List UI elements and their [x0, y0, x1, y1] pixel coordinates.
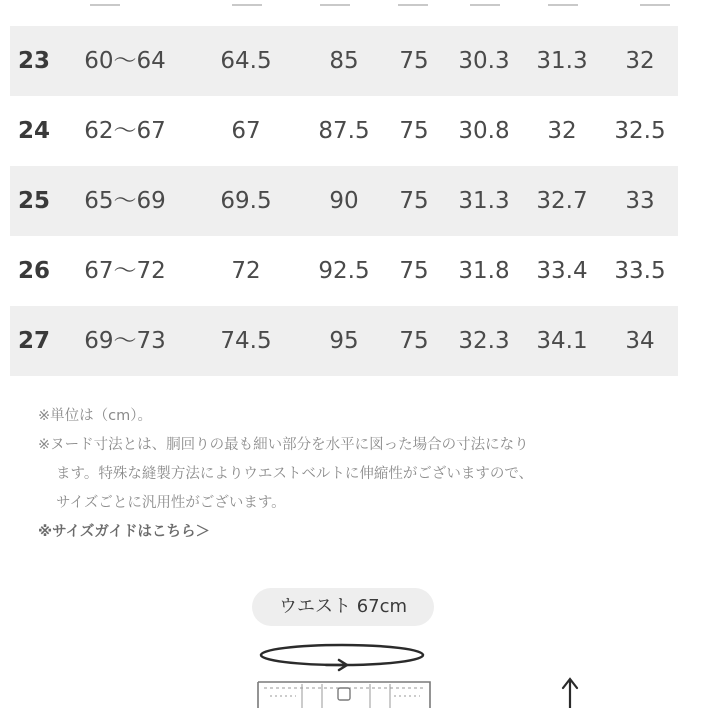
measurement-cell: 90: [329, 188, 359, 214]
cropped-header-row: [0, 0, 708, 28]
measurement-cell: 67〜72: [84, 258, 166, 284]
size-cell: 23: [18, 48, 51, 74]
table-row: [10, 26, 678, 96]
measurement-cell: 32: [625, 48, 655, 74]
measurement-cell: 32.3: [458, 328, 510, 354]
measurement-cell: 74.5: [220, 328, 272, 354]
note-nude-size-2: ます。特殊な縫製方法によりウエストベルトに伸縮性がございますので、: [56, 466, 534, 482]
measurement-cell: 65〜69: [84, 188, 166, 214]
measurement-cell: 31.8: [458, 258, 510, 284]
measurement-cell: 34.1: [536, 328, 588, 354]
note-unit: ※単位は（cm）。: [38, 408, 152, 424]
jeans-button-icon: [338, 688, 350, 700]
measurement-cell: 87.5: [318, 118, 370, 144]
measurement-cell: 67: [231, 118, 261, 144]
table-row: [10, 306, 678, 376]
note-nude-size-1: ※ヌード寸法とは、胴回りの最も細い部分を水平に図った場合の寸法になり: [38, 437, 529, 453]
measurement-cell: 75: [399, 258, 429, 284]
table-row: [10, 236, 678, 306]
size-guide-link[interactable]: ※サイズガイドはこちら＞: [38, 524, 211, 540]
size-cell: 27: [18, 328, 51, 354]
measurement-cell: 75: [399, 118, 429, 144]
measurement-cell: 69〜73: [84, 328, 166, 354]
measurement-cell: 62〜67: [84, 118, 166, 144]
measurement-cell: 30.8: [458, 118, 510, 144]
measurement-cell: 32.5: [614, 118, 666, 144]
size-cell: 26: [18, 258, 51, 284]
measurement-cell: 60〜64: [84, 48, 166, 74]
measurement-cell: 33.5: [614, 258, 666, 284]
measurement-cell: 33: [625, 188, 655, 214]
jeans-waistband: [258, 682, 430, 708]
measurement-cell: 75: [399, 188, 429, 214]
size-table: [10, 26, 678, 376]
notes-section: [38, 402, 678, 547]
measurement-cell: 85: [329, 48, 359, 74]
size-cell: 24: [18, 118, 51, 144]
measurement-cell: 30.3: [458, 48, 510, 74]
waist-arrow-icon: [326, 660, 347, 670]
measurement-cell: 31.3: [458, 188, 510, 214]
note-nude-size-3: サイズごとに汎用性がございます。: [56, 495, 286, 511]
measurement-cell: 75: [399, 48, 429, 74]
measurement-cell: 69.5: [220, 188, 272, 214]
measurement-cell: 32.7: [536, 188, 588, 214]
measurement-cell: 72: [231, 258, 261, 284]
measurement-cell: 75: [399, 328, 429, 354]
measurement-cell: 33.4: [536, 258, 588, 284]
waist-measurement-label: ウエスト 67cm: [252, 588, 434, 626]
measurement-cell: 31.3: [536, 48, 588, 74]
measurement-cell: 64.5: [220, 48, 272, 74]
size-cell: 25: [18, 188, 51, 214]
measurement-cell: 34: [625, 328, 655, 354]
length-arrow-icon: [563, 679, 577, 708]
table-row: [10, 166, 678, 236]
jeans-illustration: [0, 630, 708, 708]
measurement-cell: 95: [329, 328, 359, 354]
table-row: [10, 96, 678, 166]
measurement-cell: 32: [547, 118, 577, 144]
measurement-cell: 92.5: [318, 258, 370, 284]
